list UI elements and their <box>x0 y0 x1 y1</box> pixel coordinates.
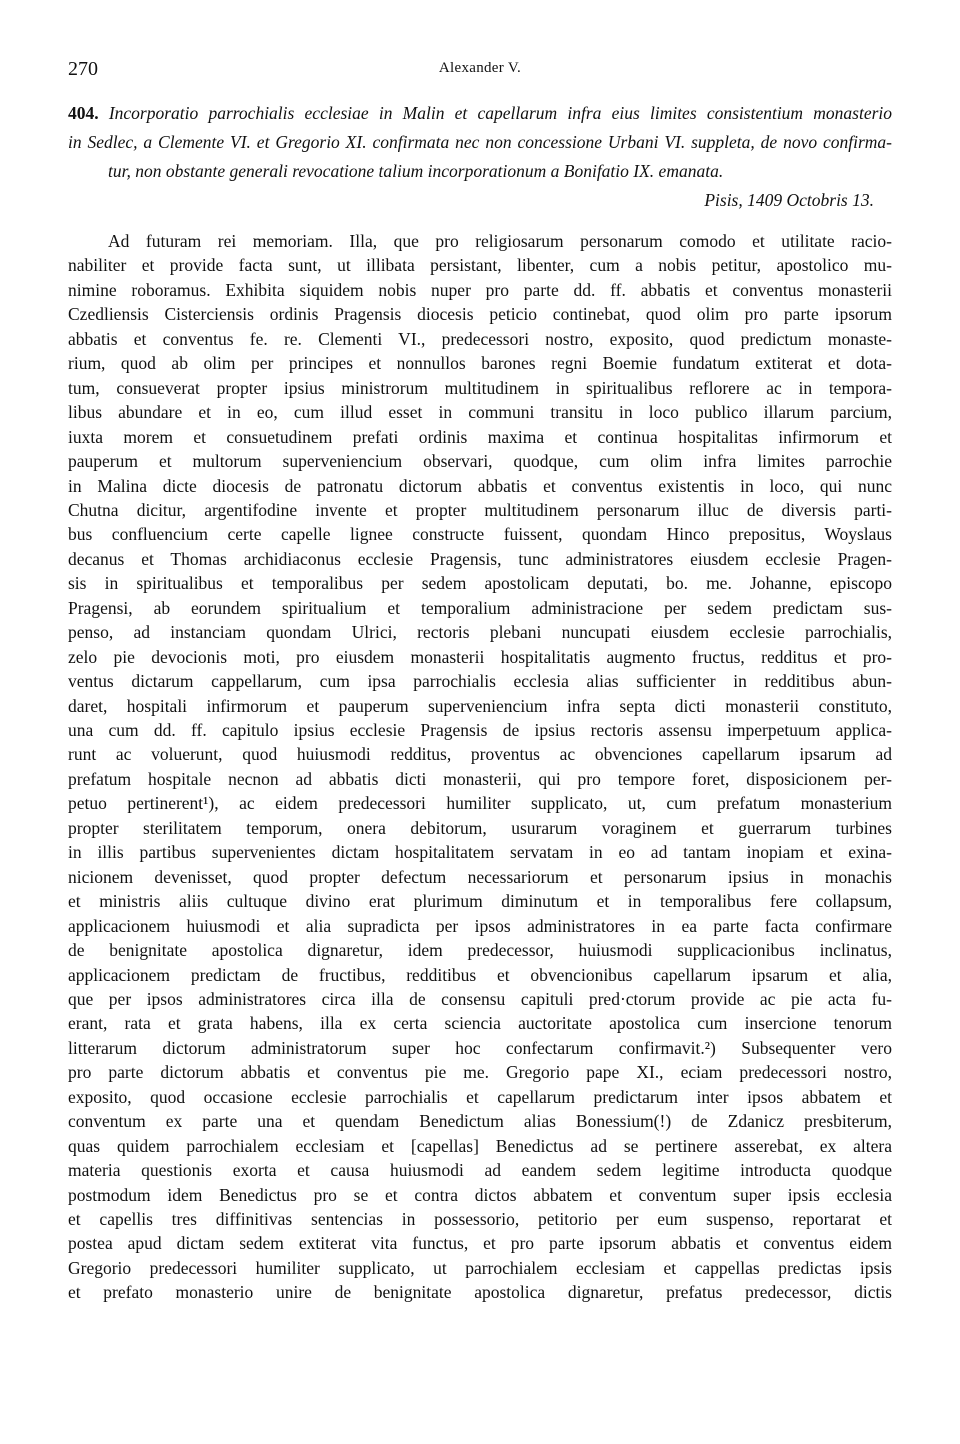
entry-heading-line-2: in Sedlec, a Clemente VI. et Gregorio XI. confirmata nec non concessione Urbani VI. suppleta, de novo confirma- <box>68 132 892 152</box>
body-line: de benignitate apostolica dignaretur, idem predecessor, huiusmodi supplicacionibus inclinatus, <box>68 940 892 961</box>
body-line: zelo pie devocionis moti, pro eiusdem monasterii hospitalitatis augmento fructus, redditus et pro- <box>68 646 892 667</box>
body-line: nimine roboramus. Exhibita siquidem nobis nuper pro parte dd. ff. abbatis et conventus monasterii <box>68 279 892 300</box>
page-number: 270 <box>68 58 98 80</box>
body-line: libus abundare et in eo, cum illud esset in communi transitu in loco publico illarum parcium, <box>68 402 892 423</box>
running-head: Alexander V. <box>438 60 522 76</box>
body-line: et prefato monasterio unire de benignitate apostolica dignaretur, prefatus predecessor, dictis <box>68 1282 892 1303</box>
entry-heading-line-1: 404. Incorporatio parrochialis ecclesiae in Malin et capellarum infra eius limites consistentium monasterio <box>68 103 893 123</box>
body-line: que per ipsos administratores circa illa de consensu capituli pred·ctorum provide ac pie acta fu- <box>68 988 892 1009</box>
entry-number: 404. <box>68 103 99 123</box>
body-line: Gregorio predecessori humiliter supplicato, ut parrochialem ecclesiam et cappellas predictas ipsis <box>68 1257 892 1278</box>
body-line: rium, quod ab olim per principes et nonnullos barones regni Boemie fundatum extiterat et dota- <box>68 353 892 374</box>
body-line: litterarum dictorum administratorum super hoc confectarum confirmavit.²) Subsequenter vero <box>68 1037 892 1058</box>
body-line: conventum ex parte una et quendam Benedictum alias Bonessium(!) de Zdanicz presbiterum, <box>68 1111 892 1132</box>
body-line: Ad futuram rei memoriam. Illa, que pro religiosarum personarum comodo et utilitate racio- <box>108 231 892 251</box>
body-line: postmodum idem Benedictus pro se et contra dictos abbatem et conventum super ipsis ecclesia <box>68 1184 892 1205</box>
body-line: nicionem devenisset, quod propter defectum necessariorum et personarum ipsius in monachis <box>68 866 892 887</box>
body-line: decanus et Thomas archidiaconus ecclesie Pragensis, tunc administratores eiusdem ecclesie Pragen- <box>68 548 892 569</box>
body-line: applicacionem huiusmodi et alia supradicta per ipsos administratores in ea parte facta confirmare <box>68 915 892 936</box>
body-line: et capellis tres diffinitivas sentencias in possessorio, petitorio per eum suspenso, reportarat et <box>68 1209 892 1229</box>
body-line: runt ac voluerunt, quod huiusmodi redditus, proventus ac obvenciones capellarum ipsarum ad <box>68 744 892 765</box>
body-line: pauperum et multorum superveniencium observari, quodque, cum olim infra limites parrochie <box>68 451 892 472</box>
body-line: exposito, quod occasione ecclesie parrochialis et capellarum predictarum inter ipsos abbatem et <box>68 1086 892 1107</box>
body-line: et ministris aliis cultuque divino erat plurimum diminutum et in temporalibus fere collapsum, <box>68 891 892 912</box>
body-line: bus confluencium certe capelle lignee constructe fuissent, quondam Hinco prepositus, Woyslaus <box>68 524 892 545</box>
body-line: ventus dictarum cappellarum, cum ipsa parrochialis ecclesia alias sufficienter in redditibus abun- <box>68 671 892 692</box>
body-line: nabiliter et provide facta sunt, ut illibata persistant, libenter, cum a nobis petitur, apostolico mu- <box>68 255 892 276</box>
body-line: erant, rata et grata habens, illa ex certa sciencia auctoritate apostolica cum insercione tenorum <box>68 1013 892 1034</box>
body-line: Chutna dicitur, argentifodine invente et propter multitudinem personarum illuc de diversis parti- <box>68 499 892 520</box>
body-line: tum, consueverat propter ipsius ministrorum multitudinem in spiritualibus reflorere ac in temporа- <box>68 377 892 398</box>
body-line: propter sterilitatem temporum, onera debitorum, usurarum voraginem et guerrarum turbines <box>68 817 892 838</box>
body-line: applicacionem predictam de fructibus, redditibus et obvencionibus capellarum ipsarum et alia, <box>68 964 892 985</box>
body-line: quas quidem parrochialem ecclesiam et [capellas] Benedictus ad se pertinere asserebat, ex altera <box>68 1135 892 1156</box>
entry-heading-line-3: tur, non obstante generali revocatione talium incorporationum a Bonifatio IX. emanata. <box>108 161 724 181</box>
body-line: in illis partibus supervenientes dictam hospitalitatem servatam in eo ad tantam inopiam et exina- <box>68 842 892 863</box>
body-line: pro parte dictorum abbatis et conventus pie me. Gregorio pape XI., eciam predecessori nostro, <box>68 1062 892 1083</box>
body-line: materia questionis exorta et causa huiusmodi ad eandem sedem legitime introducta quodque <box>68 1160 892 1181</box>
page-header <box>68 58 892 88</box>
body-line: Pragensi, ab eorundem spiritualium et temporalium administracione per sedem predictam sus- <box>68 597 892 618</box>
body-line: prefatum hospitale necnon ad abbatis dicti monasterii, qui pro tempore foret, disposicionem per- <box>68 768 892 789</box>
body-line: Czedliensis Cisterciensis ordinis Pragensis diocesis peticio continebat, quod olim pro parte ipsorum <box>68 304 892 325</box>
body-line: una cum dd. ff. capitulo ipsius ecclesie Pragensis de ipsius rectoris assensu imperpetuum applica- <box>68 720 892 740</box>
body-line: petuo pertinerent¹), ac eidem predecessori humiliter supplicato, ut, cum prefatum monasterium <box>68 793 892 814</box>
body-line: penso, ad instanciam quondam Ulrici, rectoris plebani nuncupati eiusdem ecclesie parrochialis, <box>68 622 892 643</box>
place-date: Pisis, 1409 Octobris 13. <box>704 190 874 210</box>
body-line: abbatis et conventus fe. re. Clementi VI., predecessori nostro, exposito, quod predictum monaste- <box>68 328 892 349</box>
body-line: sis in spiritualibus et temporalibus per sedem apostolicam deputati, bo. me. Johanne, episcopo <box>68 573 892 594</box>
body-line: postea apud dictam sedem extiterat vita functus, et pro parte ipsorum abbatis et conventus eidem <box>68 1233 892 1254</box>
body-line: daret, hospitali infirmorum et pauperum superveniencium infra septa dicti monasterii constituto, <box>68 695 892 716</box>
body-line: in Malina dicte diocesis de patronatu dictorum abbatis et conventus existentis in loco, qui nunc <box>68 475 892 496</box>
body-line: iuxta morem et consuetudinem prefati ordinis maxima et continua hospitalitas infirmorum et <box>68 426 892 447</box>
